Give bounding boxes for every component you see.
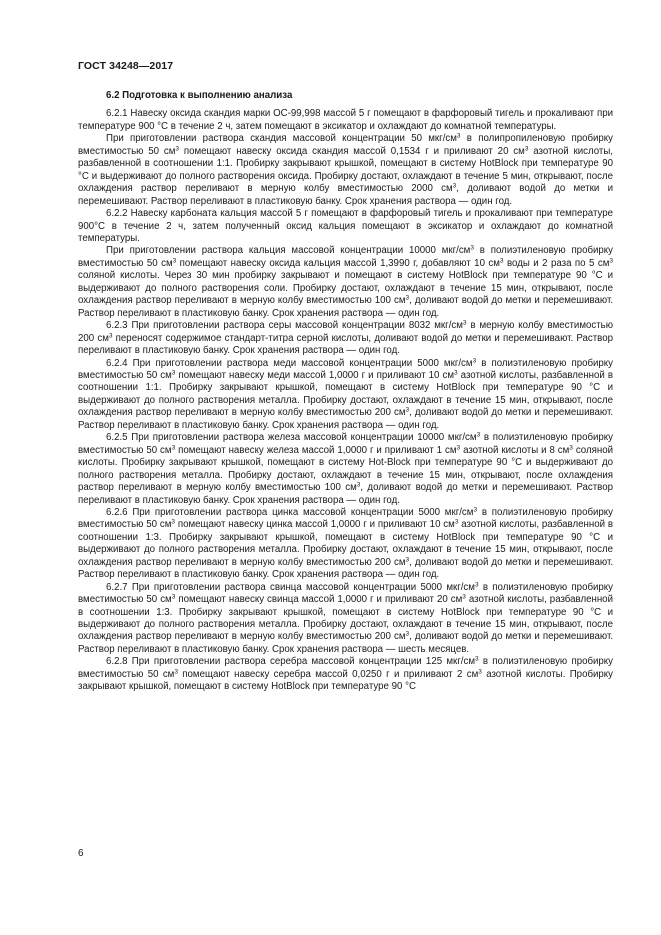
paragraph-6-2-1: 6.2.1 Навеску оксида скандия марки ОС-99,998 массой 5 г помещают в фарфоровый тигель и прокаливают при температуре 900 °С в течение 2 ч, затем помещают в эксикатор и охлаждают до комнатной температуры. <box>78 108 613 132</box>
page-number: 6 <box>78 848 84 859</box>
paragraph-6-2-3: 6.2.3 При приготовлении раствора серы массовой концентрации 8032 мкг/$см^3$ в мерную колбу вместимостью 200 $см^3$ переносят содержимое стандарт-титра серной кислоты, доливают водой до метки и перемешивают. Раствор переливают в пластиковую банку. Срок хранения раствора — один год. <box>78 319 613 357</box>
section-title: 6.2 Подготовка к выполнению анализа <box>106 90 293 101</box>
paragraph-6-2-4: 6.2.4 При приготовлении раствора меди массовой концентрации 5000 мкг/$см^3$ в полиэтиленовую пробирку вместимостью 50 $см^3$ помещают навеску меди массой 1,0000 г и приливают 10 $см^3$ азотной кислоты, разбавленной в соотношении 1:1. Пробирку закрывают крышкой, помещают в систему HotBlock при температуре 90 °С и выдерживают до полного растворения металла. Пробирку достают, охлаждают в течение 15 мин, открывают, после охлаждения раствор переливают в мерную колбу вместимостью 200 $см^3$, доливают водой до метки и перемешивают. Раствор переливают в пластиковую банку. Срок хранения раствора — один год. <box>78 357 614 431</box>
paragraph-6-2-7: 6.2.7 При приготовлении раствора свинца массовой концентрации 5000 мкг/$см^3$ в полиэтиленовую пробирку вместимостью 50 $см^3$ помещают навеску свинца массой 1,0000 г и приливают 20 $см^3$ азотной кислоты, разбавленной в соотношении 1:3. Пробирку закрывают крышкой, помещают в систему HotBlock при температуре 90 °С и выдерживают до полного растворения металла. Пробирку достают, охлаждают в течение 15 мин, открывают, после охлаждения раствор переливают в мерную колбу вместимостью 200 $см^3$, доливают водой до метки и перемешивают. Раствор переливают в пластиковую банку. Срок хранения раствора — шесть месяцев. <box>78 581 614 655</box>
document-body <box>78 90 613 694</box>
paragraph-6-2-2: 6.2.2 Навеску карбоната кальция массой 5 г помещают в фарфоровый тигель и прокаливают при температуре 900°С в течение 2 ч, затем полученный оксид кальция помещают в эксикатор и охлаждают до комнатной температуры. <box>78 208 613 244</box>
paragraph-calcium-solution: При приготовлении раствора кальция массовой концентрации 10000 мкг/$см^3$ в полиэтиленовую пробирку вместимостью 50 $см^3$ помещают навеску оксида кальция массой 1,3990 г, добавляют 10 $см^3$ воды и 2 раза по 5 $см^3$ соляной кислоты. Через 30 мин пробирку закрывают и помещают в систему HotBlock при температуре 90 °С и выдерживают до полного растворения соли. Пробирку достают, охлаждают в течение 15 мин, открывают, после охлаждения раствор переливают в мерную колбу вместимостью 100 $см^3$, доливают водой до метки и перемешивают. Раствор переливают в пластиковую банку. Срок хранения раствора — один год. <box>78 244 614 319</box>
paragraph-scandium-solution: При приготовлении раствора скандия массовой концентрации 50 мкг/$см^3$ в полипропиленовую пробирку вместимостью 50 $см^3$ помещают навеску оксида скандия массой 0,1534 г и приливают 20 $см^3$ азотной кислоты, разбавленной в соотношении 1:1. Пробирку закрывают крышкой, помещают в систему HotBlock при температуре 90 °С и выдерживают до полного растворения оксида. Пробирку достают, охлаждают в течение 5 мин, открывают, после охлаждения раствор переливают в мерную колбу вместимостью 2000 $см^3$, доливают водой до метки и перемешивают. Раствор переливают в пластиковую банку. Срок хранения раствора — один год. <box>78 132 614 207</box>
paragraph-6-2-5: 6.2.5 При приготовлении раствора железа массовой концентрации 10000 мкг/$см^3$ в полиэтиленовую пробирку вместимостью 50 $см^3$ помещают навеску железа массой 1,0000 г и приливают 1 $см^3$ азотной кислоты и 8 $см^3$ соляной кислоты. Пробирку закрывают крышкой, помещают в систему Hot-Block при температуре 90 °С и выдерживают до полного растворения металла. Пробирку достают, охлаждают в течение 15 мин, открывают, после охлаждения раствор переливают в мерную колбу вместимостью 100 $см^3$, доливают водой до метки и перемешивают. Раствор переливают в пластиковую банку. Срок хранения раствора — один год. <box>78 431 614 506</box>
standard-header: ГОСТ 34248—2017 <box>78 60 174 72</box>
paragraph-6-2-8: 6.2.8 При приготовлении раствора серебра массовой концентрации 125 мкг/$см^3$ в полиэтиленовую пробирку вместимостью 50 $см^3$ помещают навеску серебра массой 0,0250 г и приливают 2 $см^3$ азотной кислоты. Пробирку закрывают крышкой, помещают в систему HotBlock при температуре 90 °С <box>78 655 614 693</box>
paragraph-6-2-6: 6.2.6 При приготовлении раствора цинка массовой концентрации 5000 мкг/$см^3$ в полиэтиленовую пробирку вместимостью 50 $см^3$ помещают навеску цинка массой 1,0000 г и приливают 10 $см^3$ азотной кислоты, разбавленной в соотношении 1:3. Пробирку закрывают крышкой, помещают в систему HotBlock при температуре 90 °С и выдерживают до полного растворения металла. Пробирку достают, охлаждают в течение 15 мин, открывают, после охлаждения раствор переливают в мерную колбу вместимостью 200 $см^3$, доливают водой до метки и перемешивают. Раствор переливают в пластиковую банку. Срок хранения раствора — один год. <box>78 506 614 581</box>
